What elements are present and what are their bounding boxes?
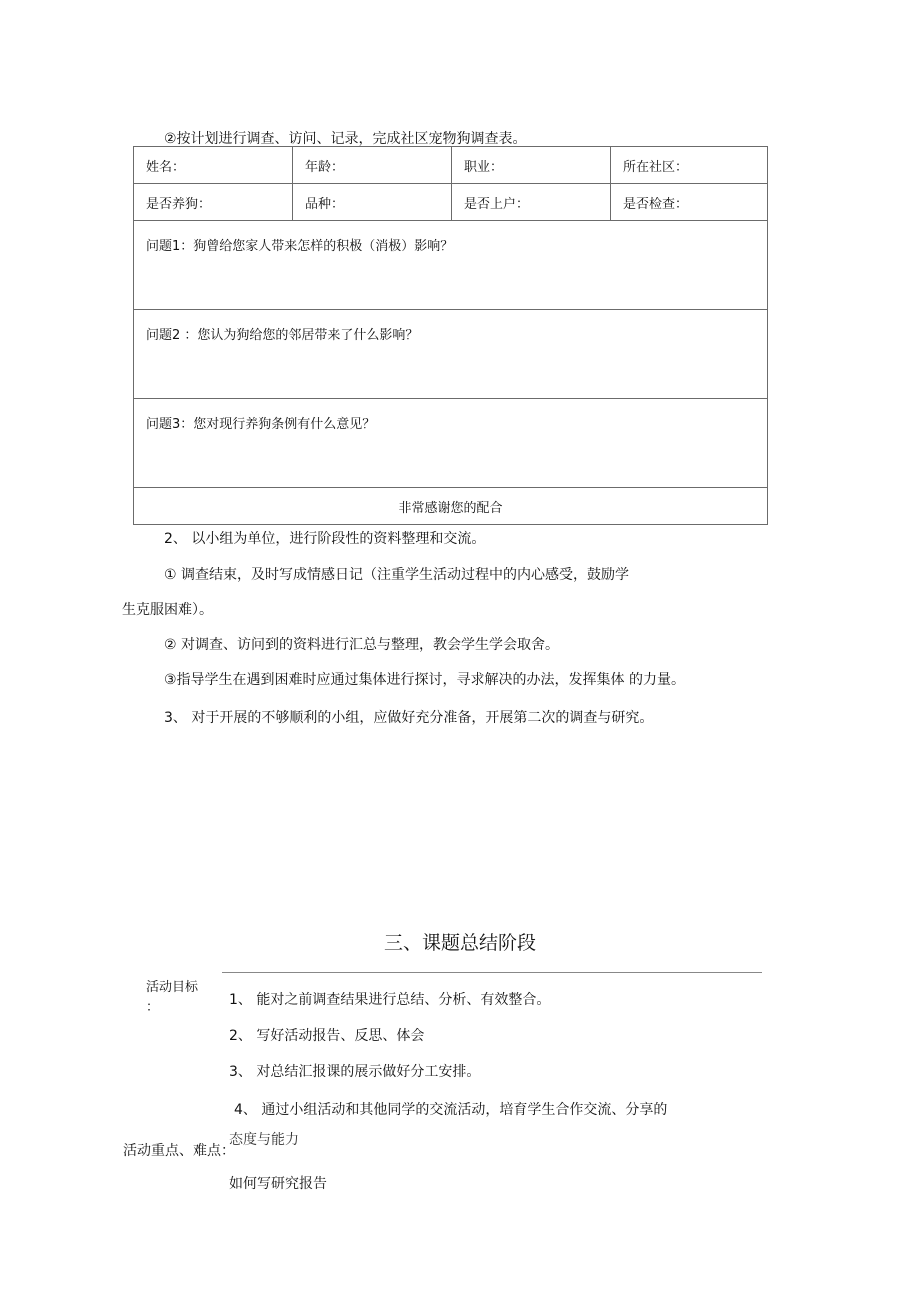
focus-label: 活动重点、难点： <box>123 1143 235 1159</box>
table-row <box>134 310 768 399</box>
sub-item-1-line-1: ① 调查结束，及时写成情感日记（注重学生活动过程中的内心感受，鼓励学 <box>164 567 629 583</box>
focus-text: 如何写研究报告 <box>229 1176 327 1192</box>
pet-dog-survey-table <box>133 146 768 525</box>
section-3-title: 三、课题总结阶段 <box>383 932 536 954</box>
divider-line <box>222 972 762 973</box>
community-cell: 所在社区： <box>611 147 768 184</box>
goal-3: 3、 对总结汇报课的展示做好分工安排。 <box>229 1064 481 1080</box>
question-3-cell: 问题3：您对现行养狗条例有什么意见？ <box>134 399 768 488</box>
breed-cell: 品种： <box>293 184 452 221</box>
item-3: 3、 对于开展的不够顺利的小组，应做好充分准备，开展第二次的调查与研究。 <box>164 710 654 726</box>
goal-4-clipped: 态度与能力 <box>229 1132 299 1148</box>
question-1-cell: 问题1：狗曾给您家人带来怎样的积极（消极）影响？ <box>134 221 768 310</box>
table-row <box>134 147 768 184</box>
goal-2: 2、 写好活动报告、反思、体会 <box>229 1028 425 1044</box>
goal-4: 4、 通过小组活动和其他同学的交流活动，培育学生合作交流、分享的 <box>234 1102 668 1118</box>
sub-item-1-line-2: 生克服困难）。 <box>122 602 213 618</box>
table-row <box>134 184 768 221</box>
sub-item-2: ② 对调查、访问到的资料进行汇总与整理，教会学生学会取舍。 <box>164 637 559 653</box>
goals-label: 活动目标 <box>146 980 199 995</box>
owns-dog-cell: 是否养狗： <box>134 184 293 221</box>
inspected-cell: 是否检查： <box>611 184 768 221</box>
occupation-cell: 职业： <box>452 147 611 184</box>
age-cell: 年龄： <box>293 147 452 184</box>
name-cell: 姓名： <box>134 147 293 184</box>
sub-item-3: ③指导学生在遇到困难时应通过集体进行探讨，寻求解决的办法，发挥集体 的力量。 <box>164 672 685 688</box>
table-row <box>134 488 768 525</box>
table-row <box>134 221 768 310</box>
thanks-cell: 非常感谢您的配合 <box>134 488 768 525</box>
table-row <box>134 399 768 488</box>
goal-4-clipped-wrap <box>229 1129 299 1148</box>
item-2: 2、 以小组为单位，进行阶段性的资料整理和交流。 <box>164 531 486 547</box>
goal-1: 1、 能对之前调查结果进行总结、分析、有效整合。 <box>229 992 551 1008</box>
intro-line: ②按计划进行调查、访问、记录，完成社区宠物狗调查表。 <box>164 131 527 147</box>
question-2-cell: 问题2 ：您认为狗给您的邻居带来了什么影响？ <box>134 310 768 399</box>
goals-label-colon: ： <box>146 1000 160 1015</box>
registered-cell: 是否上户： <box>452 184 611 221</box>
